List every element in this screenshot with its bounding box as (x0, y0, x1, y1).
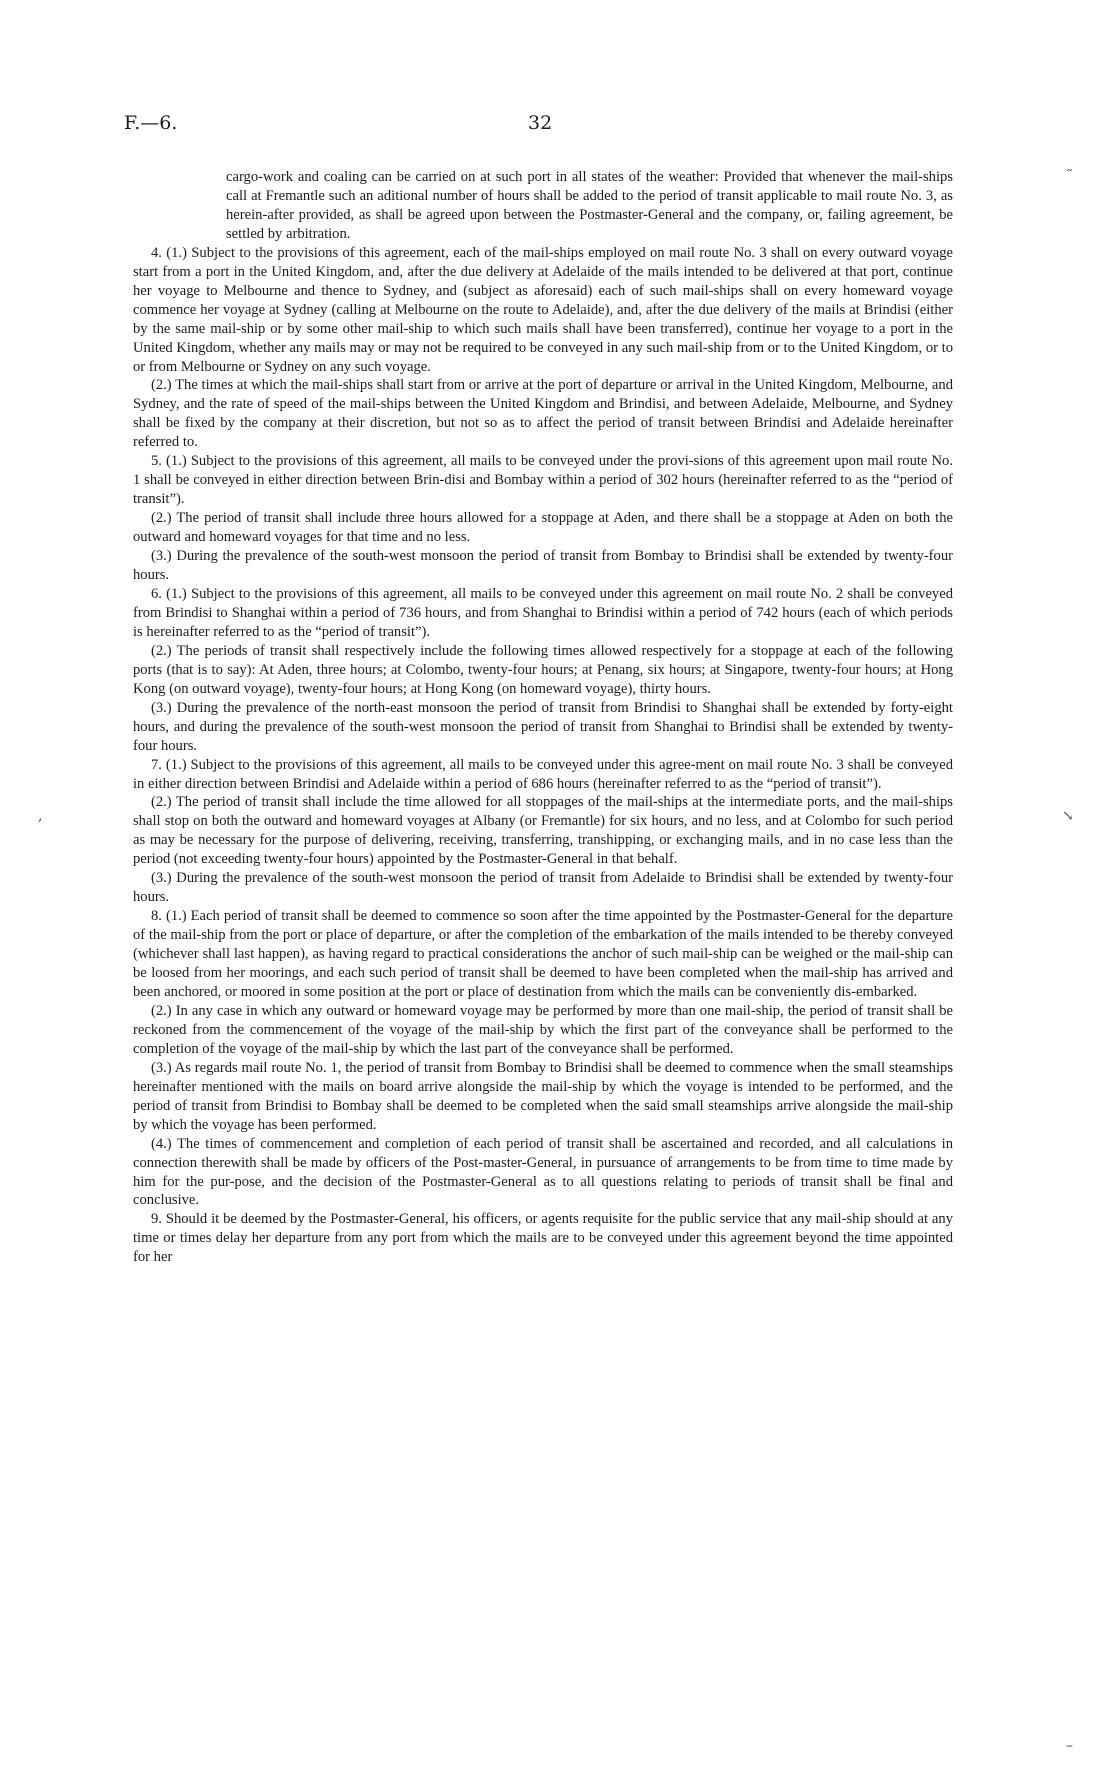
paragraph: (4.) The times of commencement and completion of each period of transit shall be ascertained and recorded, and all calculations in connection therewith shall be made by officers of the Post-master-General, in pursuance of arrangements to be from time to time made by him for the pur-pose, and the decision of the Postmaster-General as to all questions relating to periods of transit shall be final and conclusive. (133, 1135, 953, 1209)
paragraph: (2.) In any case in which any outward or homeward voyage may be performed by more than one mail-ship, the period of transit shall be reckoned from the commencement of the voyage of the mail-ship by which the first part of the conveyance shall be performed to the completion of the voyage of the mail-ship by which the last part of the conveyance shall be performed. (133, 1002, 953, 1057)
margin-mark: – (1066, 1738, 1073, 1754)
paragraph: cargo-work and coaling can be carried on at such port in all states of the weather: Provided that whenever the mail-ships call at Fremantle such an aditional number of hours shall be added to the period of transit applicable to mail route No. 3, as herein-after provided, as shall be agreed upon between the Postmaster-General and the company, or, failing agreement, be settled by arbitration. (226, 169, 953, 242)
paragraph: 5. (1.) Subject to the provisions of this agreement, all mails to be conveyed under the provi-sions of this agreement upon mail route No. 1 shall be conveyed in either direction between Brin-disi and Bombay within a period of 302 hours (hereinafter referred to as the “period of transit”). (133, 453, 953, 508)
paragraph: (3.) During the prevalence of the south-west monsoon the period of transit from Adelaide to Brindisi shall be extended by twenty-four hours. (133, 870, 953, 906)
margin-mark: ˜ (1066, 168, 1073, 184)
page-number: 32 (528, 112, 553, 134)
paragraph: 6. (1.) Subject to the provisions of this agreement, all mails to be conveyed under this agreement on mail route No. 2 shall be conveyed from Brindisi to Shanghai within a period of 736 hours, and from Shanghai to Brindisi within a period of 742 hours (each of which periods is hereinafter referred to as the “period of transit”). (133, 585, 953, 640)
paragraph: (2.) The period of transit shall include the time allowed for all stoppages of the mail-ships at the intermediate ports, and the mail-ships shall stop on both the outward and homeward voyages at Albany (or Fremantle) for six hours, and no less, and at Colombo for such period as may be necessary for the purpose of delivering, receiving, transferring, transhipping, or exchanging mails, and in no case less than the period (not exceeding twenty-four hours) appointed by the Postmaster-General in that behalf. (133, 794, 953, 868)
document-body (133, 168, 953, 1267)
paragraph: (3.) As regards mail route No. 1, the period of transit from Bombay to Brindisi shall be deemed to commence when the small steamships hereinafter mentioned with the mails on board arrive alongside the mail-ship by which the voyage is intended to be performed, and the period of transit from Brindisi to Bombay shall be deemed to be completed when the said small steamships arrive alongside the mail-ship by which the voyage has been performed. (133, 1059, 953, 1133)
paragraph: 7. (1.) Subject to the provisions of this agreement, all mails to be conveyed under this agree-ment on mail route No. 3 shall be conveyed in either direction between Brindisi and Adelaide within a period of 686 hours (hereinafter referred to as the “period of transit”). (133, 756, 953, 792)
margin-mark: , (38, 808, 43, 824)
paragraph: 4. (1.) Subject to the provisions of this agreement, each of the mail-ships employed on mail route No. 3 shall on every outward voyage start from a port in the United Kingdom, and, after the due delivery at Adelaide of the mails intended to be delivered at that port, continue her voyage to Melbourne and thence to Sydney, and (subject as aforesaid) each of such mail-ships shall on every homeward voyage commence her voyage at Sydney (calling at Melbourne on the route to Adelaide), and, after the due delivery of the mails at Brindisi (either by the same mail-ship or by some other mail-ship to which such mails shall have been transferred), continue her voyage to a port in the United Kingdom, whether any mails may or may not be required to be conveyed in any such mail-ship from or to the United Kingdom, or to or from Melbourne or Sydney on any such voyage. (133, 244, 953, 375)
document-reference: F.—6. (124, 112, 178, 134)
paragraph: 8. (1.) Each period of transit shall be deemed to commence so soon after the time appointed by the Postmaster-General for the departure of the mail-ship from the port or place of departure, or after the completion of the embarkation of the mails intended to be thereby conveyed (whichever shall last happen), as having regard to practical considerations the anchor of such mail-ship can be weighed or the mail-ship can be loosed from her moorings, and each such period of transit shall be deemed to have been completed when the mail-ship has arrived and been anchored, or moored in some position at the port or place of destination from which the mails can be conveniently dis-embarked. (133, 908, 953, 1000)
margin-mark: ↘ (1062, 808, 1074, 824)
paragraph: (2.) The period of transit shall include three hours allowed for a stoppage at Aden, and there shall be a stoppage at Aden on both the outward and homeward voyages for that time and no less. (133, 510, 953, 546)
paragraph: (3.) During the prevalence of the south-west monsoon the period of transit from Bombay to Brindisi shall be extended by twenty-four hours. (133, 548, 953, 584)
paragraph: 9. Should it be deemed by the Postmaster-General, his officers, or agents requisite for the public service that any mail-ship should at any time or times delay her departure from any port from which the mails are to be conveyed under this agreement beyond the time appointed for her (133, 1211, 953, 1266)
paragraph: (2.) The times at which the mail-ships shall start from or arrive at the port of departure or arrival in the United Kingdom, Melbourne, and Sydney, and the rate of speed of the mail-ships between the United Kingdom and Brindisi, and between Adelaide, Melbourne, and Sydney shall be fixed by the company at their discretion, but not so as to affect the period of transit between Brindisi and Adelaide hereinafter referred to. (133, 377, 953, 451)
paragraph: (3.) During the prevalence of the north-east monsoon the period of transit from Brindisi to Shanghai shall be extended by forty-eight hours, and during the prevalence of the south-west monsoon the period of transit from Shanghai to Brindisi shall be extended by twenty-four hours. (133, 699, 953, 754)
paragraph: (2.) The periods of transit shall respectively include the following times allowed respectively for a stoppage at each of the following ports (that is to say): At Aden, three hours; at Colombo, twenty-four hours; at Penang, six hours; at Singapore, twenty-four hours; at Hong Kong (on outward voyage), twenty-four hours; at Hong Kong (on homeward voyage), thirty hours. (133, 642, 953, 697)
